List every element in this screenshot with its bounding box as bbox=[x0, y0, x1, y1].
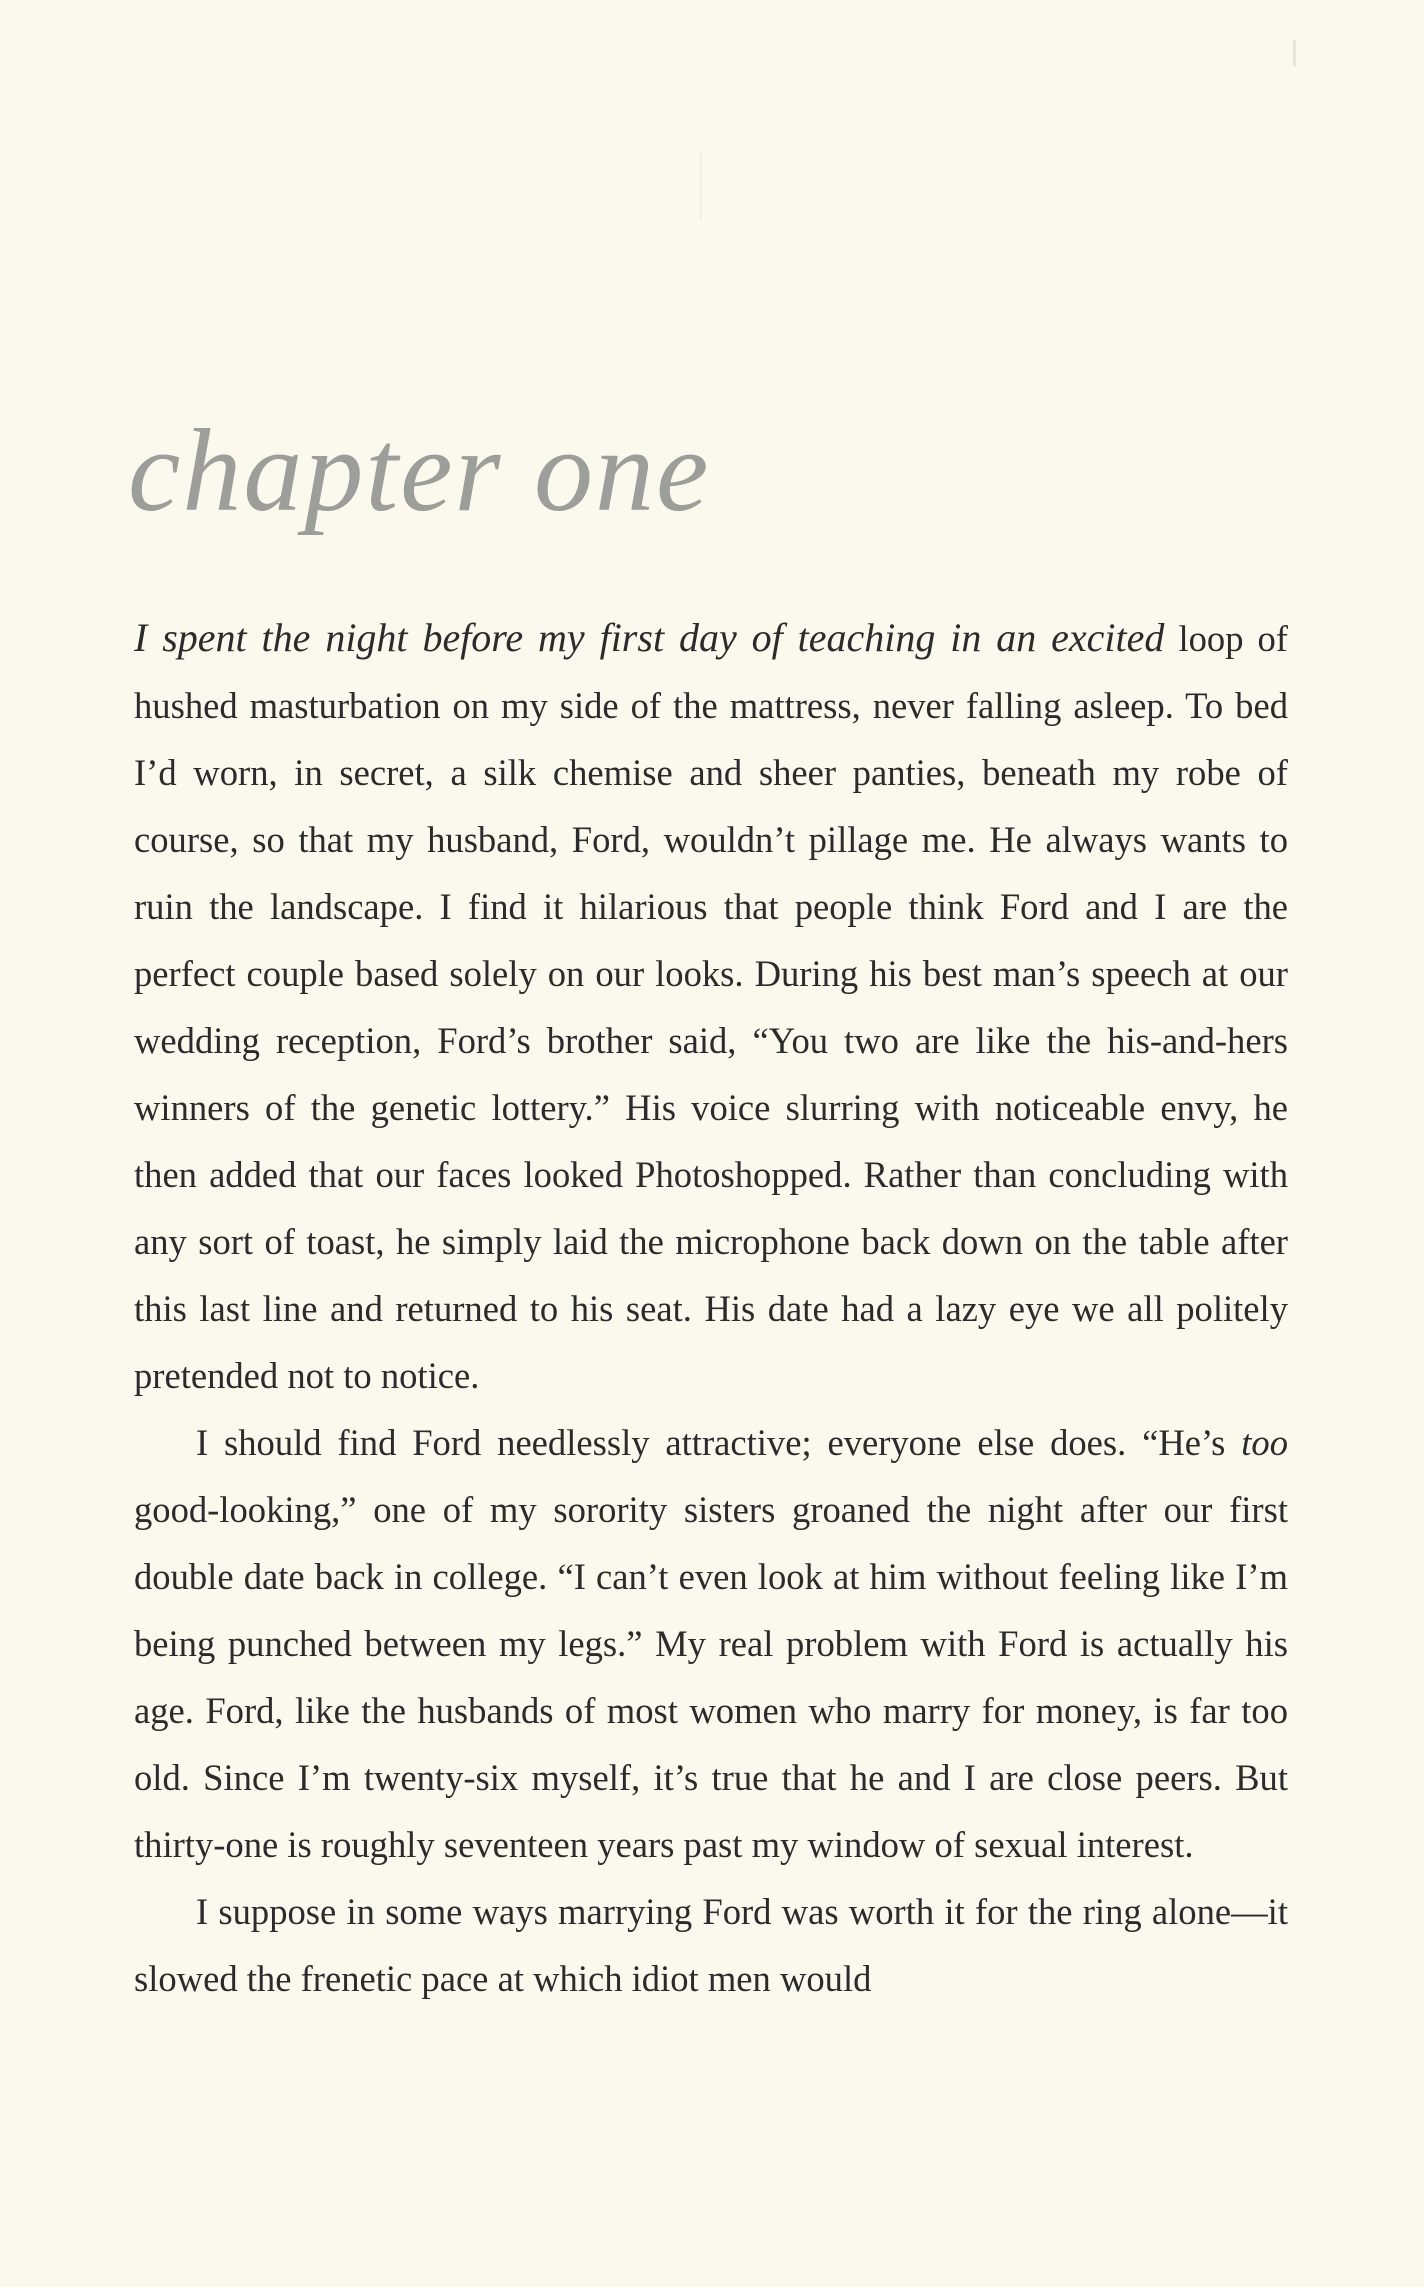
paragraph-text: loop of hushed masturbation on my side of the mattress, never falling asleep. To bed I’d worn, in secret, a silk chemise and sheer panties, beneath my robe of course, so that my husband, Ford, wouldn’t pillage me. He always wants to ruin the landscape. I find it hilarious that people think Ford and I are the perfect couple based solely on our looks. During his best man’s speech at our wedding reception, Ford’s brother said, “You two are like the his-and-hers winners of the genetic lottery.” His voice slurring with noticeable envy, he then added that our faces looked Photoshopped. Rather than concluding with any sort of toast, he simply laid the microphone back down on the table after this last line and returned to his seat. His date had a lazy eye we all politely pretended not to notice. bbox=[134, 618, 1288, 1396]
paragraph bbox=[134, 604, 1288, 1409]
paragraph-text: I should find Ford needlessly attractive; everyone else does. “He’s bbox=[196, 1422, 1242, 1463]
emphasized-word: too bbox=[1241, 1422, 1288, 1463]
paragraph bbox=[134, 1409, 1288, 1878]
chapter-body-text bbox=[134, 604, 1288, 2012]
paragraph-text: good-looking,” one of my sorority sisters groaned the night after our first double date back in college. “I can’t even look at him without feeling like I’m being punched between my legs.” My real problem with Ford is actually his age. Ford, like the husbands of most women who marry for money, is far too old. Since I’m twenty-six myself, it’s true that he and I are close peers. But thirty-one is roughly seventeen years past my window of sexual interest. bbox=[134, 1489, 1288, 1865]
scan-artifact-mark bbox=[700, 150, 702, 220]
paragraph-text: I suppose in some ways marrying Ford was worth it for the ring alone—it slowed the frenetic pace at which idiot men would bbox=[134, 1891, 1288, 1999]
scan-artifact-mark bbox=[1293, 40, 1296, 66]
chapter-title: chapter one bbox=[128, 405, 711, 536]
paragraph-lead-in: I spent the night before my first day of teaching in an excited bbox=[134, 615, 1165, 660]
paragraph bbox=[134, 1878, 1288, 2012]
